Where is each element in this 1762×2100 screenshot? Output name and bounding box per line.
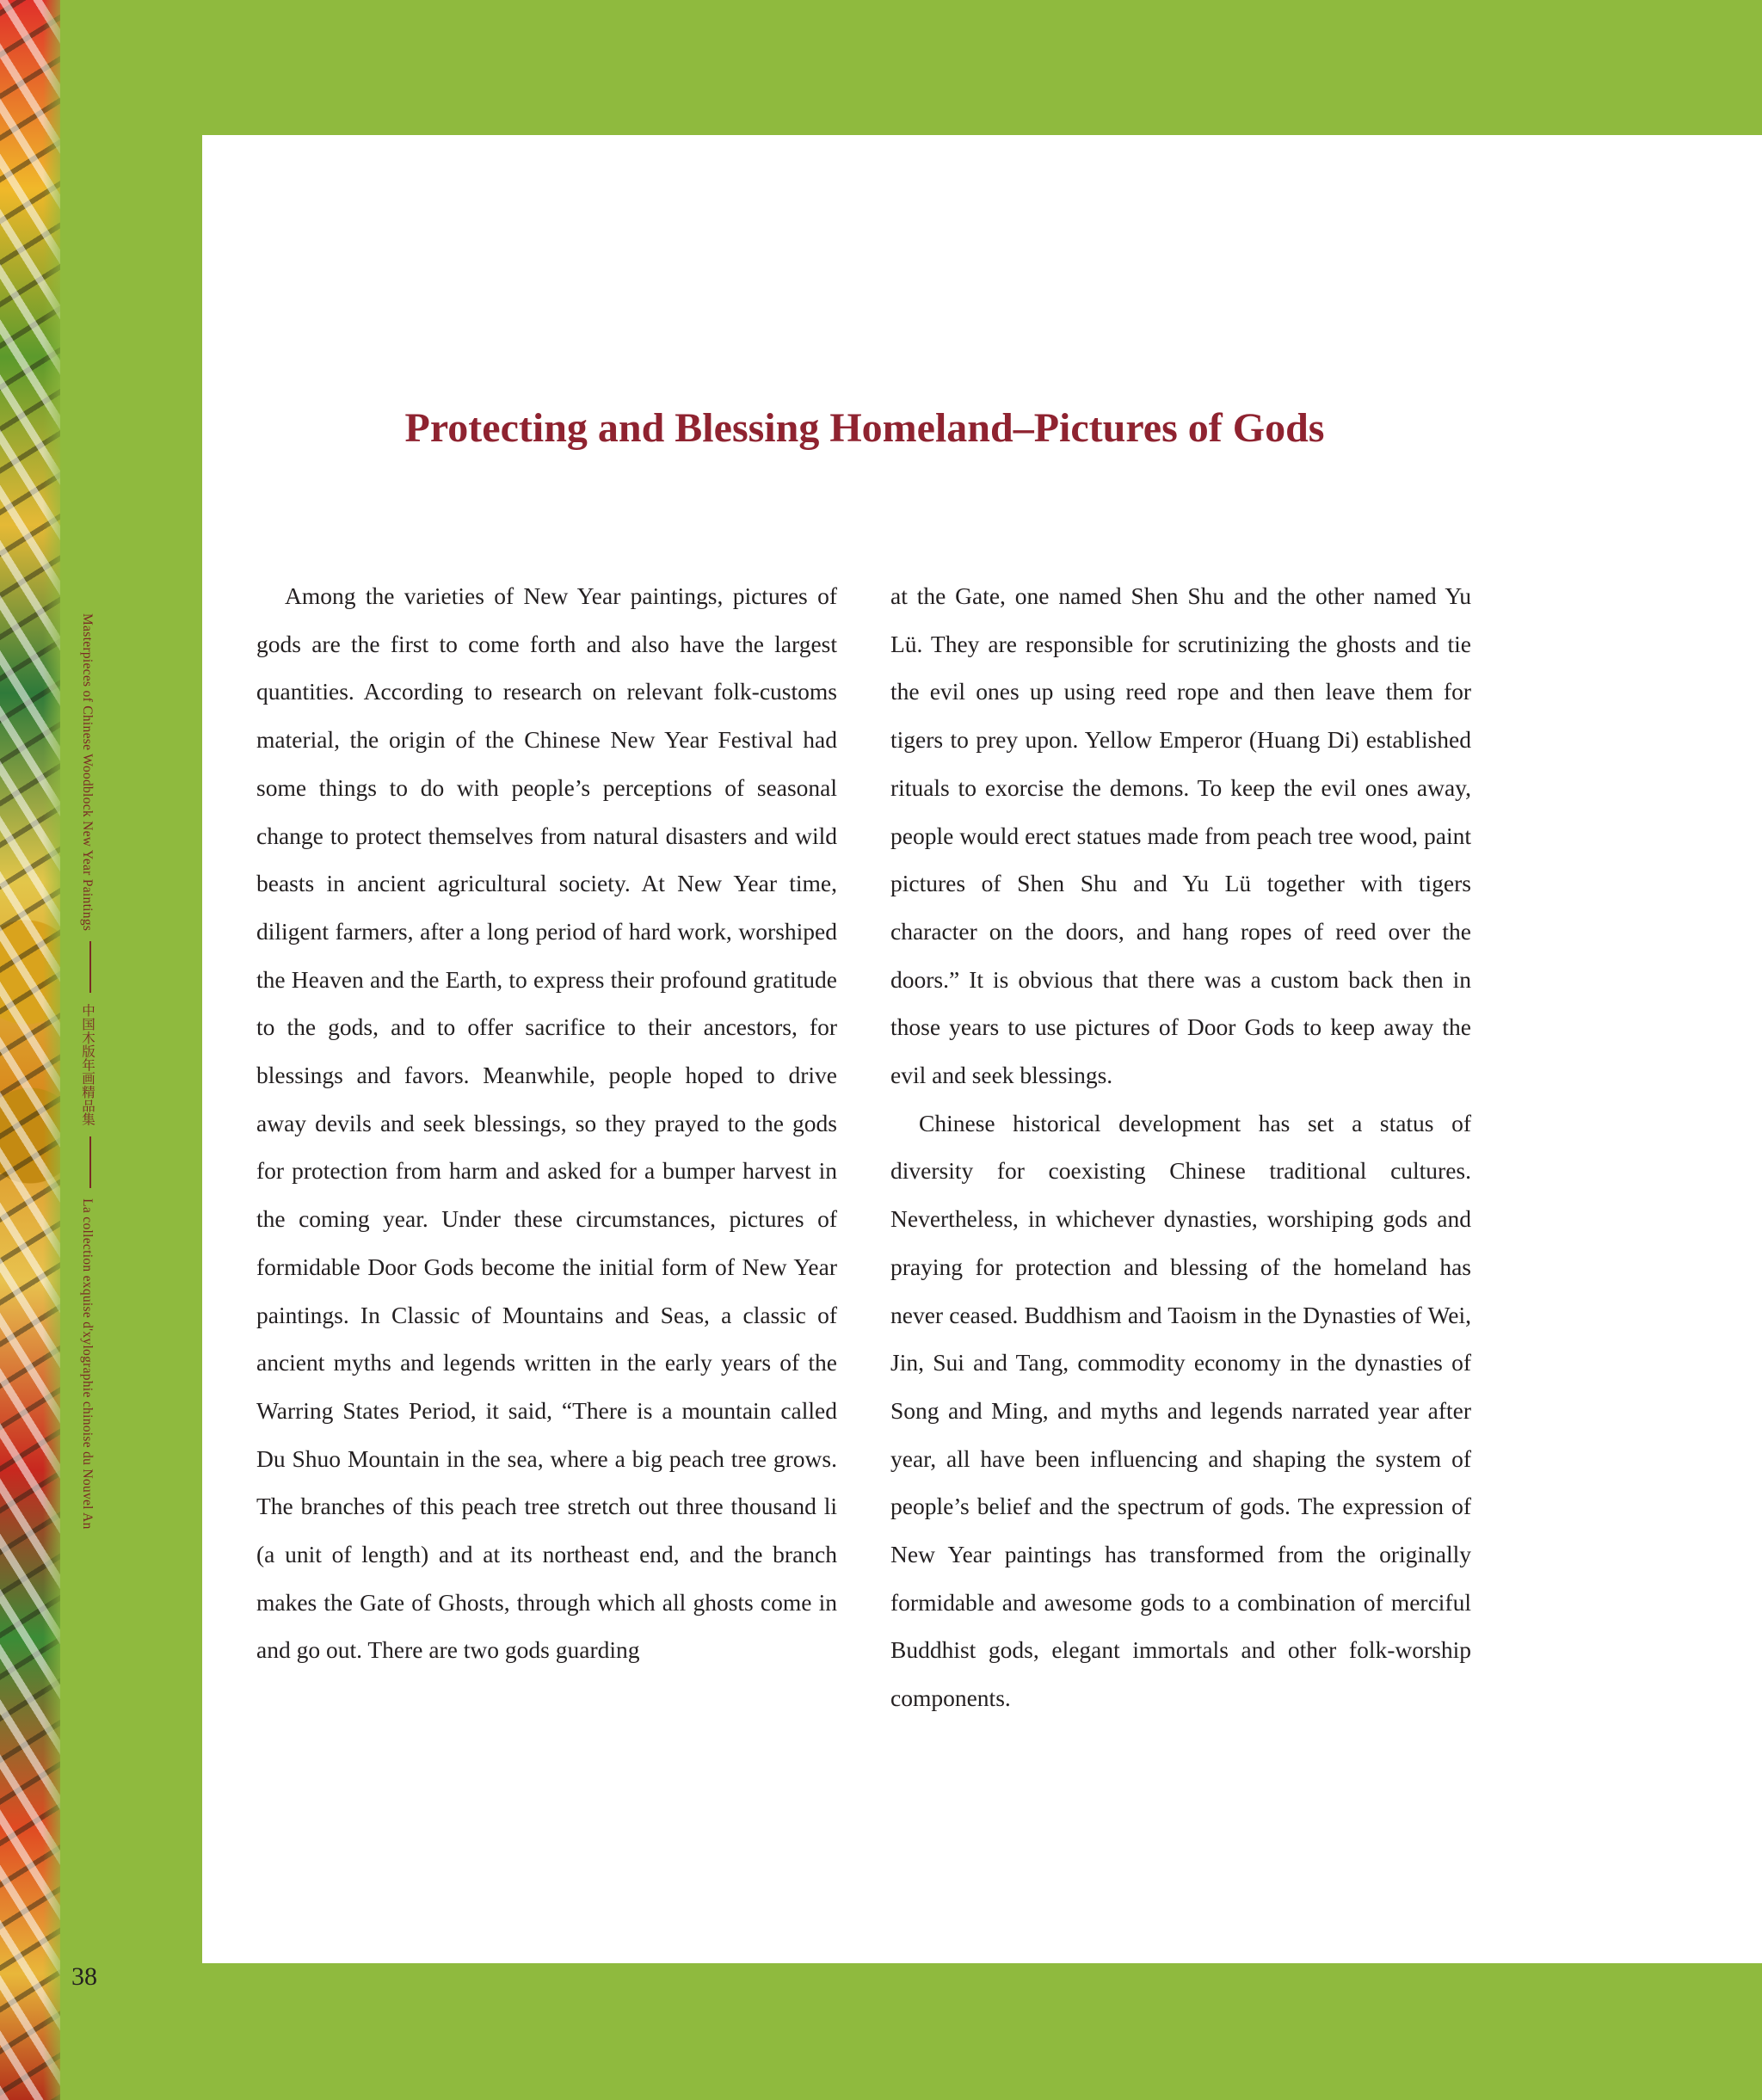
side-label-english: Masterpieces of Chinese Woodblock New Year Paintings xyxy=(80,613,95,932)
decorative-woodblock-strip xyxy=(0,0,60,2100)
text-column-right xyxy=(890,572,1471,1722)
paragraph-2: Chinese historical development has set a status of diversity for coexisting Chinese traditional cultures. Nevertheless, in whichever dynasties, worshiping gods and praying for protection and blessing of the homeland has never ceased. Buddhism and Taoism in the Dynasties of Wei, Jin, Sui and Tang, commodity economy in the dynasties of Song and Ming, and myths and legends narrated year after year, all have been influencing and shaping the system of people’s belief and the spectrum of gods. The expression of New Year paintings has transformed from the originally formidable and awesome gods to a combination of merciful Buddhist gods, elegant immortals and other folk-worship components. xyxy=(890,1109,1471,1712)
side-label-chinese: 中国木版年画精品集 xyxy=(80,1003,95,1126)
page-title: Protecting and Blessing Homeland–Pictures of Gods xyxy=(404,405,1325,451)
side-label-french: La collection exquise d'xylographie chinoise du Nouvel An xyxy=(80,1198,95,1530)
side-running-header xyxy=(78,613,95,1530)
paragraph-1: Among the varieties of New Year paintings, pictures of gods are the first to come forth and also have the largest quantities. According to research on relevant folk-customs material, the origin of the Chinese New Year Festival had some things to do with people’s perceptions of seasonal change to protect themselves from natural disasters and wild beasts in ancient agricultural society. At New Year time, diligent farmers, after a long period of hard work, worshiped the Heaven and the Earth, to express their profound gratitude to the gods, and to offer sacrifice to their ancestors, for blessings and favors. Meanwhile, people hoped to drive away devils and seek blessings, so they prayed to the gods for protection from harm and asked for a bumper harvest in the coming year. Under these circumstances, pictures of formidable Door Gods become the initial form of New Year paintings. In Classic of Mountains and Seas, a classic of ancient myths and legends written in the early years of the Warring States Period, it said, “There is a mountain called Du Shuo Mountain in the sea, where a big peach tree grows. The branches of this peach tree stretch out three thousand li (a unit of length) and at its northeast end, and the branch makes the Gate of Ghosts, through which all ghosts come in and go out. There are two gods guarding xyxy=(256,582,837,1664)
paragraph-1-continued: at the Gate, one named Shen Shu and the other named Yu Lü. They are responsible for scrutinizing the ghosts and tie the evil ones up using reed rope and then leave them for tigers to prey upon. Yellow Emperor (Huang Di) established rituals to exorcise the demons. To keep the evil ones away, people would erect statues made from peach tree wood, paint pictures of Shen Shu and Yu Lü together with tigers character on the doors, and hang ropes of reed over the doors.” It is obvious that there was a custom back then in those years to use pictures of Door Gods to keep away the evil and seek blessings. xyxy=(890,582,1471,1089)
side-separator xyxy=(89,941,91,993)
page-number: 38 xyxy=(71,1962,97,1991)
text-column-left xyxy=(256,572,837,1674)
side-separator xyxy=(89,1136,91,1188)
